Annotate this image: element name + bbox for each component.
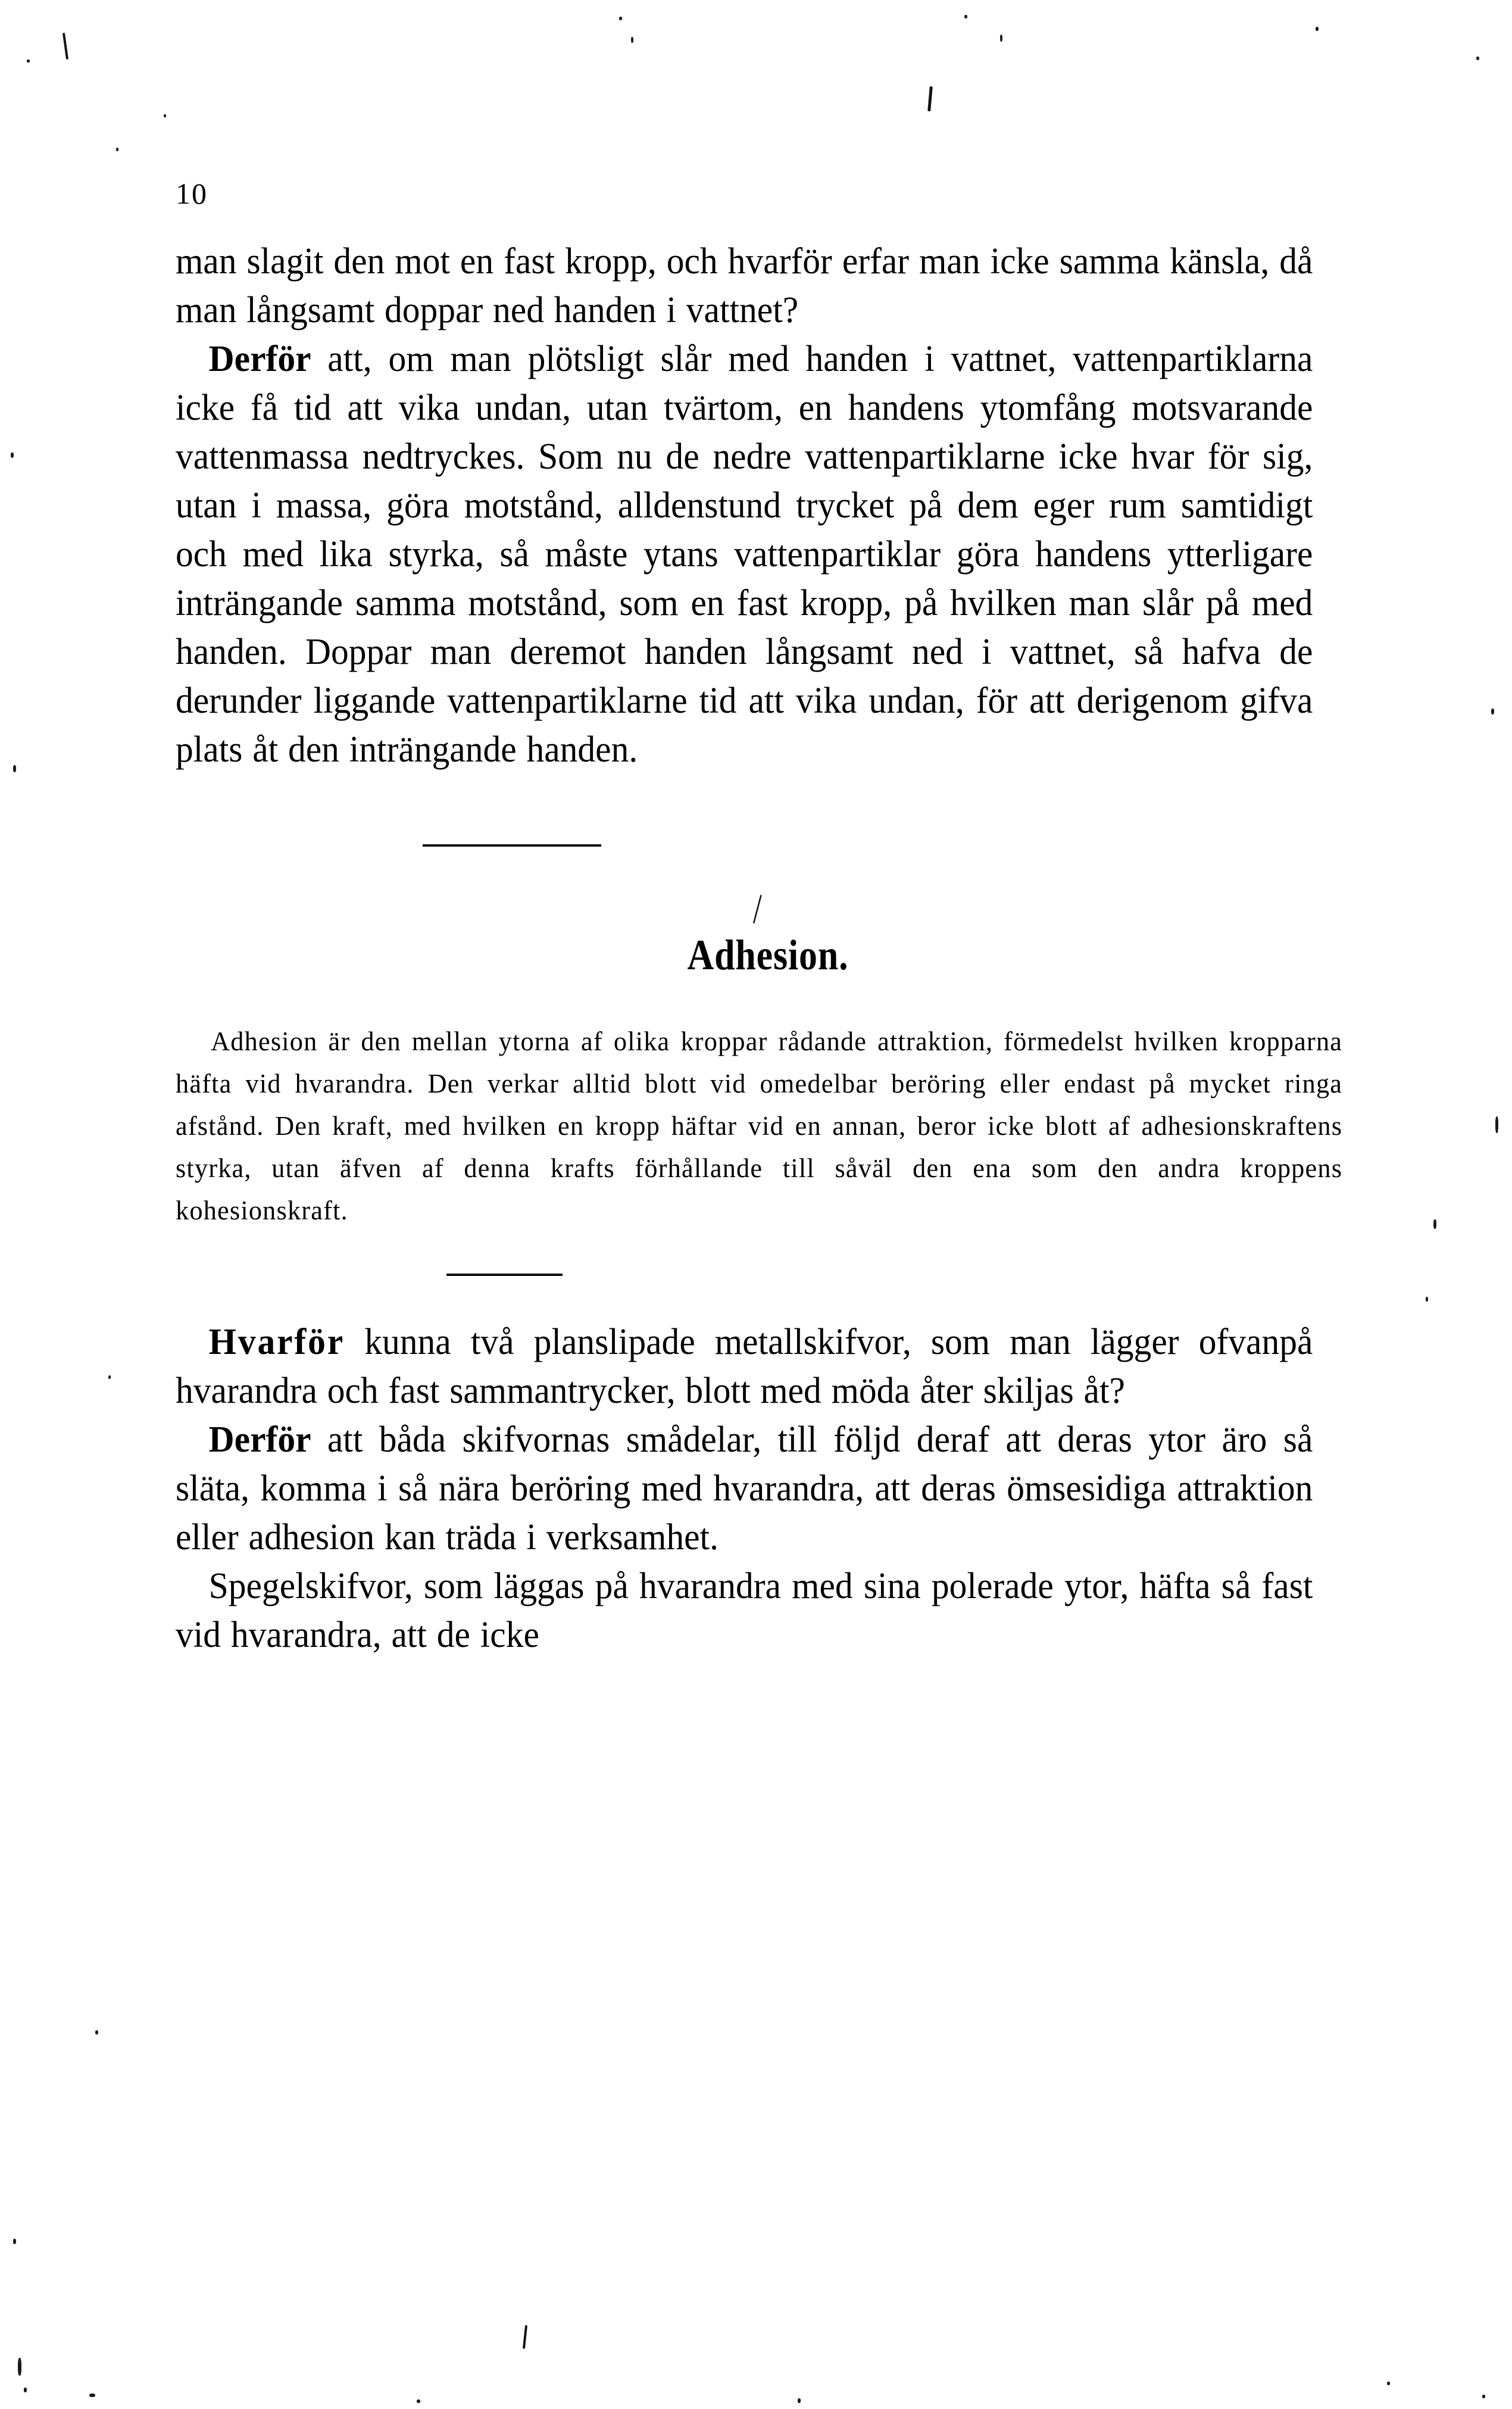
main-body-text-lower [176,1318,1313,1659]
scan-artifact-streak [63,33,68,60]
scan-artifact-speck [1495,1116,1498,1133]
lead-word-derfor: Derför [208,1419,311,1460]
section-heading-adhesion [258,931,1277,979]
scan-artifact-speck [1476,57,1479,60]
lead-word-hvarfor: Hvarför [208,1322,345,1362]
scan-artifact-speck [27,60,30,63]
scan-artifact-speck [798,2398,801,2403]
scan-artifact-speck [89,2394,95,2397]
lead-word-derfor: Derför [208,339,311,379]
scan-artifact-speck [1433,1219,1436,1229]
definition-small-print [176,1021,1342,1232]
paragraph-derfor-1 [176,335,1313,774]
scan-artifact-speck [24,2388,27,2392]
page-number: 10 [176,177,208,210]
scan-artifact-speck [417,2399,420,2403]
scan-artifact-speck [1482,2395,1485,2398]
scan-artifact-speck [1491,709,1494,714]
scan-artifact-speck [13,765,16,772]
small-print-paragraph: Adhesion är den mellan ytorna af olika kroppar rådande attraktion, förmedelst hvilken kropparna häfta vid hvarandra. Den verkar alltid blott vid omedelbar beröring eller endast på mycket ringa afstånd. Den kraft, med hvilken en kropp häftar vid en annan, beror icke blott af adhesionskraftens styrka, utan äfven af denna krafts förhållande till såväl den ena som den andra kroppens kohesionskraft. [176,1026,1343,1225]
section-heading-text: Adhesion. [687,931,849,979]
paragraph-derfor-2 [176,1415,1313,1562]
scan-artifact-speck [108,1375,111,1379]
main-body-text-upper [176,237,1313,774]
scan-artifact-speck [116,148,118,151]
paragraph-2-text: att, om man plötsligt slår med handen i vattnet, vattenpartiklarna icke få tid att vika undan, utan tvärtom, en handens ytomfång motsvarande vattenmassa nedtryckes. Som nu de nedre vattenpartiklarne icke hvar för sig, utan i massa, göra motstånd, alldenstund trycket på dem eger rum samtidigt och med lika styrka, så måste ytans vattenpartiklar göra handens ytterligare inträngande samma motstånd, som en fast kropp, på hvilken man slår på med handen. Doppar man deremot handen långsamt ned i vattnet, så hafva de derunder liggande vattenpartiklarne tid att vika undan, för att derigenom gifva plats åt den inträngande handen. [176,339,1313,770]
horizontal-rule [423,844,601,847]
scan-artifact-speck [1387,2382,1390,2385]
scan-artifact-speck [11,453,14,458]
paragraph-spegelskifvor [176,1562,1313,1659]
paragraph-1-text: man slagit den mot en fast kropp, och hvarför erfar man icke samma känsla, då man långsamt doppar ned handen i vattnet? [176,241,1313,330]
page-content-column [176,0,1360,1659]
scan-artifact-streak [523,2325,527,2349]
paragraph-5-text: Spegelskifvor, som läggas på hvarandra med sina polerade ytor, häfta så fast vid hvarandra, att de icke [176,1566,1313,1655]
paragraph-4-text: att båda skifvornas smådelar, till följd deraf att deras ytor äro så släta, komma i så nära beröring med hvarandra, att deras ömsesidiga attraktion eller adhesion kan träda i verksamhet. [176,1419,1313,1558]
paragraph-continuation [176,237,1313,335]
pen-stroke-mark-icon [753,895,762,924]
paragraph-3-text: kunna två planslipade metallskifvor, som man lägger ofvanpå hvarandra och fast sammantrycker, blott med möda åter skiljas åt? [176,1322,1313,1411]
scan-artifact-speck [18,2358,21,2376]
scan-artifact-speck [13,2239,16,2244]
scan-artifact-speck [164,114,166,117]
paragraph-hvarfor [176,1318,1313,1415]
scan-artifact-speck [95,2030,98,2034]
scan-artifact-speck [1426,1297,1428,1302]
horizontal-rule [446,1274,563,1276]
